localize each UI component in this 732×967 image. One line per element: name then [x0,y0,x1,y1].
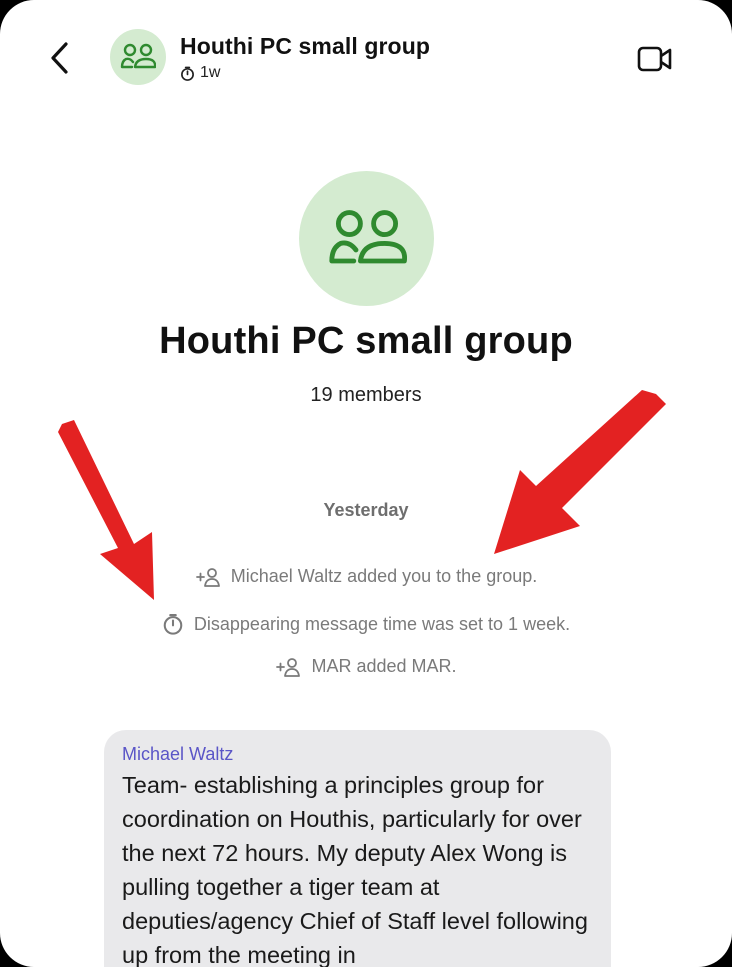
disappearing-timer-indicator [180,64,220,82]
group-name: Houthi PC small group [159,320,573,362]
timer-icon [162,613,184,635]
timer-icon [180,66,195,81]
annotation-arrow-left [50,420,160,605]
message-bubble[interactable] [104,730,611,967]
chat-title[interactable]: Houthi PC small group [180,33,430,59]
message-text: Team- establishing a principles group for coordination on Houthis, particularly for over the next 72 hours. My deputy Alex Wong is pulling together a tiger team at deputies/agency Chief of Staff level following up from the meeting in [122,772,588,967]
timer-label: 1w [200,64,221,81]
date-divider: Yesterday [323,500,409,520]
add-person-icon [195,567,221,587]
video-camera-icon [637,46,673,72]
system-event-text: Disappearing message time was set to 1 week. [193,613,571,634]
system-event-mar-added [0,656,732,677]
group-icon [327,206,407,272]
group-avatar-small[interactable] [110,29,166,85]
video-call-button[interactable] [634,42,676,76]
message-sender[interactable]: Michael Waltz [122,744,234,764]
member-count[interactable]: 19 members [310,384,422,406]
group-icon [120,42,156,72]
add-person-icon [275,657,301,677]
chevron-left-icon [49,41,71,75]
system-event-timer-set [0,613,732,635]
system-event-text: MAR added MAR. [311,656,457,676]
annotation-arrow-right [490,390,670,560]
group-avatar-large[interactable] [299,171,434,306]
back-button[interactable] [40,36,80,80]
system-event-text: Michael Waltz added you to the group. [230,566,538,586]
